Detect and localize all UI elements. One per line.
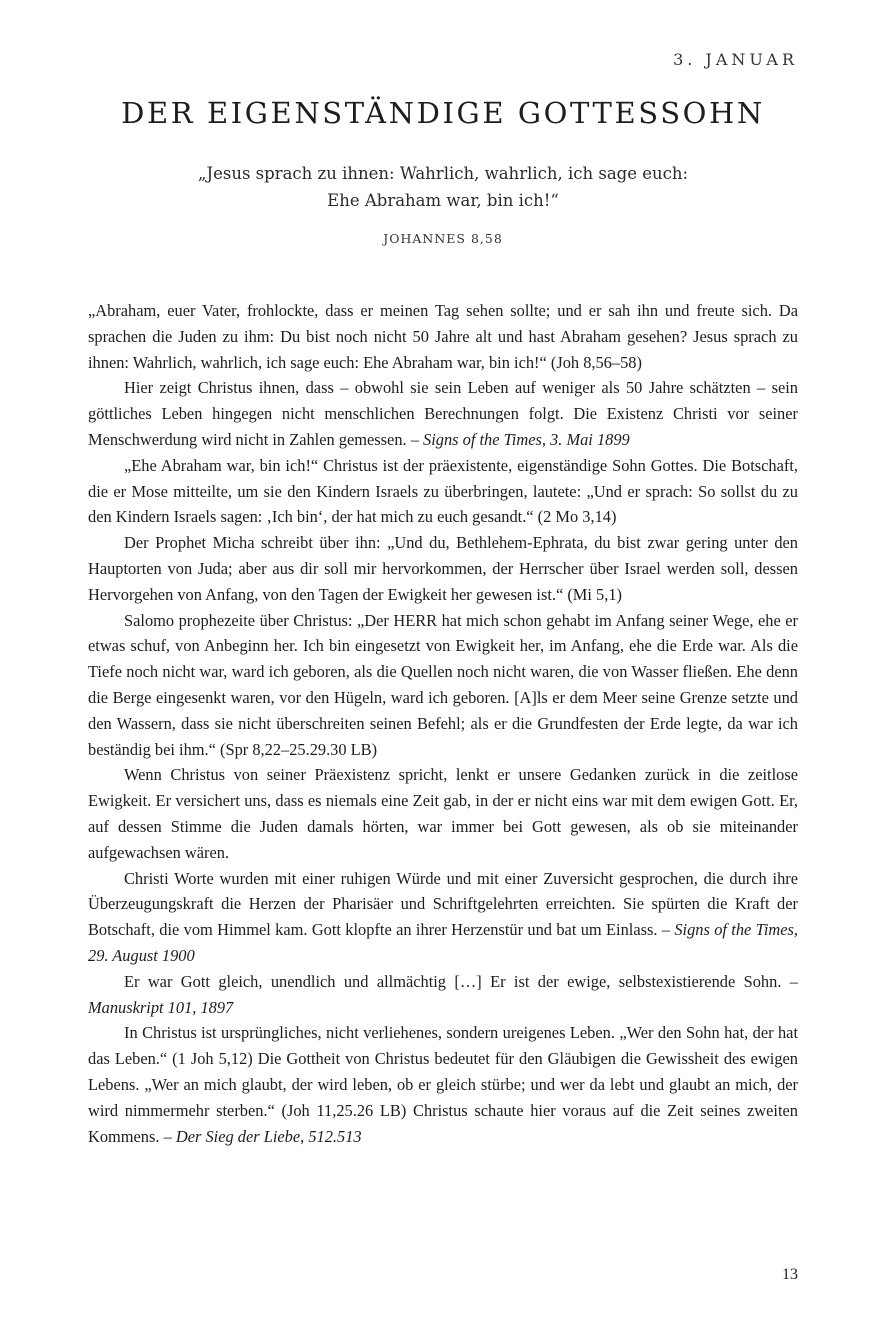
verse-line-1: „Jesus sprach zu ihnen: Wahrlich, wahrlich, ich sage euch: [197,164,689,183]
paragraph: Hier zeigt Christus ihnen, dass – obwohl sie sein Leben auf weniger als 50 Jahre schätzten – sein göttliches Leben hingegen nicht menschlichen Berechnungen folgt. Die Existenz Christi vor seiner Menschwerdung wird nicht in Zahlen gemessen. – Signs of the Times, 3. Mai 1899 [88,378,798,449]
paragraph: Salomo prophezeite über Christus: „Der HERR hat mich schon gehabt im Anfang seiner Wege, ehe er etwas schuf, von Anbeginn her. Ich bin eingesetzt von Ewigkeit her, im Anfang, ehe die Erde war. Als die Tiefe noch nicht war, ward ich geboren, als die Quellen noch nicht waren, die von Wasser fließen. Ehe denn die Berge eingesenkt waren, vor den Hügeln, ward ich geboren. [A]ls er dem Meer seine Grenze setzte und den Wassern, dass sie nicht überschreiten seinen Befehl; als er die Grundfesten der Erde legte, da war ich beständig bei ihm.“ (Spr 8,22–25.29.30 LB) [88,610,798,759]
paragraph: Christi Worte wurden mit einer ruhigen Würde und mit einer Zuversicht gesprochen, die durch ihre Überzeugungskraft die Herzen der Pharisäer und Schriftgelehrten erreichten. Sie spürten die Kraft der Botschaft, die vom Himmel kam. Gott klopfte an ihrer Herzenstür und bat um Einlass. – Signs of the Times, 29. August 1900 [88,868,798,965]
verse-reference: JOHANNES 8,58 [383,231,503,246]
paragraph: Wenn Christus von seiner Präexistenz spricht, lenkt er unsere Gedanken zurück in die zeitlose Ewigkeit. Er versichert uns, dass es niemals eine Zeit gab, in der er nicht eins war mit dem ewigen Gott. Er, auf dessen Stimme die Juden damals hörten, war immer bei Gott gewesen, als ob sie miteinander aufgewachsen wären. [88,765,798,862]
source-citation: – Manuskript 101, 1897 [88,971,798,1017]
body-text [88,298,798,1149]
paragraph: In Christus ist ursprüngliches, nicht verliehenes, sondern ureigenes Leben. „Wer den Sohn hat, der hat das Leben.“ (1 Joh 5,12) Die Gottheit von Christus bedeutet für den Gläubigen die Gewissheit des ewigen Lebens. „Wer an mich glaubt, der wird leben, ob er gleich stürbe; und wer da lebt und glaubt an mich, der wird nimmermehr sterben.“ (Joh 11,25.26 LB) Christus schaute hier voraus auf die Zeit seines zweiten Kommens. – Der Sieg der Liebe, 512.513 [88,1023,798,1146]
paragraph: Der Prophet Micha schreibt über ihn: „Und du, Bethlehem-Ephrata, du bist zwar gering unter den Hauptorten von Juda; aber aus dir soll mir hervorkommen, der Herrscher über Israel werden soll, dessen Hervorgehen von Anfang, von den Tagen der Ewigkeit her gewesen ist.“ (Mi 5,1) [88,533,798,604]
source-citation: Signs of the Times, 29. August 1900 [88,920,798,965]
paragraph: „Abraham, euer Vater, frohlockte, dass er meinen Tag sehen sollte; und er sah ihn und freute sich. Da sprachen die Juden zu ihm: Du bist noch nicht 50 Jahre alt und hast Abraham gesehen? Jesus sprach zu ihnen: Wahrlich, wahrlich, ich sage euch: Ehe Abraham war, bin ich!“ (Joh 8,56–58) [88,301,798,372]
paragraph: Er war Gott gleich, unendlich und allmächtig […] Er ist der ewige, selbstexistierende Sohn. – Manuskript 101, 1897 [88,971,798,1017]
verse-line-2: Ehe Abraham war, bin ich!“ [327,191,559,210]
source-citation: Signs of the Times, 3. Mai 1899 [423,429,630,449]
paragraph: „Ehe Abraham war, bin ich!“ Christus ist der präexistente, eigenständige Sohn Gottes. Die Botschaft, die er Mose mitteilte, um sie den Kindern Israels zu überbringen, lautete: „Und er sprach: So sollst du zu den Kindern Israels sagen: ‚Ich bin‘, der hat mich zu euch gesandt.“ (2 Mo 3,14) [88,455,798,527]
bible-verse [143,160,743,214]
page-date: 3. JANUAR [673,50,798,69]
page-number: 13 [782,1266,798,1283]
page-title: DER EIGENSTÄNDIGE GOTTESSOHN [121,96,765,130]
source-citation: Der Sieg der Liebe, 512.513 [175,1126,362,1146]
